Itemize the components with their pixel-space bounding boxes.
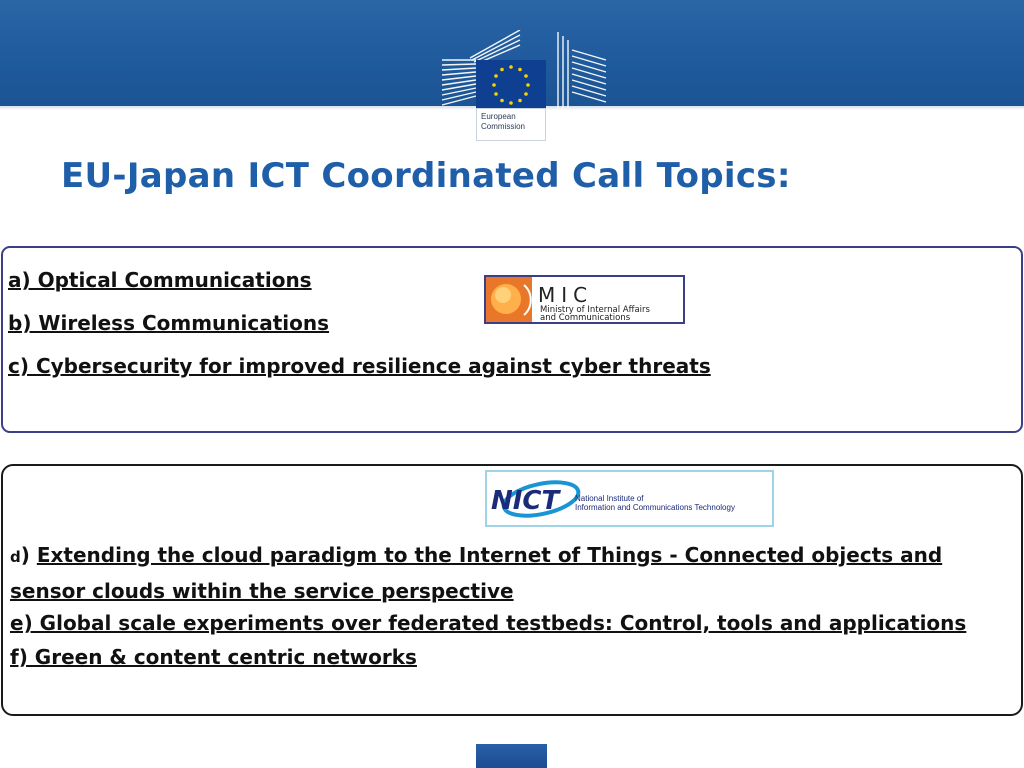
page-title: EU-Japan ICT Coordinated Call Topics: <box>61 156 791 196</box>
topic-d-prefix: d <box>10 548 21 566</box>
nict-full-name <box>575 494 735 512</box>
topic-d[interactable] <box>10 538 1015 608</box>
topic-c[interactable]: c) Cybersecurity for improved resilience against cyber threats <box>8 354 711 378</box>
nict-emblem-icon <box>489 474 581 524</box>
topic-b[interactable]: b) Wireless Communications <box>8 311 330 335</box>
nict-name-line-2: Information and Communications Technology <box>575 503 735 512</box>
nict-abbr: NICT <box>491 486 560 516</box>
topic-f-text[interactable]: f) Green & content centric networks <box>10 645 417 669</box>
topic-e-text[interactable]: e) Global scale experiments over federated testbeds: Control, tools and applications <box>10 611 967 635</box>
mic-abbr: MIC <box>538 283 594 307</box>
european-commission-label <box>476 108 546 141</box>
topic-e[interactable] <box>10 606 1015 640</box>
topic-d-paren: ) <box>20 543 30 567</box>
nict-logo <box>485 470 774 527</box>
topic-d-text[interactable]: Extending the cloud paradigm to the Internet of Things - Connected objects and sensor clouds within the service perspective <box>10 543 943 603</box>
mic-logo <box>484 275 685 324</box>
mic-full-name <box>540 306 650 322</box>
logo-line-2: Commission <box>481 122 526 131</box>
topic-f[interactable] <box>10 640 1015 674</box>
bottom-flag-strip <box>476 744 547 768</box>
mic-sphere-icon <box>486 277 532 322</box>
mic-name-line-2: and Communications <box>540 313 631 323</box>
topic-a[interactable]: a) Optical Communications <box>8 268 312 292</box>
logo-line-1: European <box>481 112 516 121</box>
nict-name-line-1: National Institute of <box>575 494 644 503</box>
mic-name-line-1: Ministry of Internal Affairs <box>540 305 650 315</box>
